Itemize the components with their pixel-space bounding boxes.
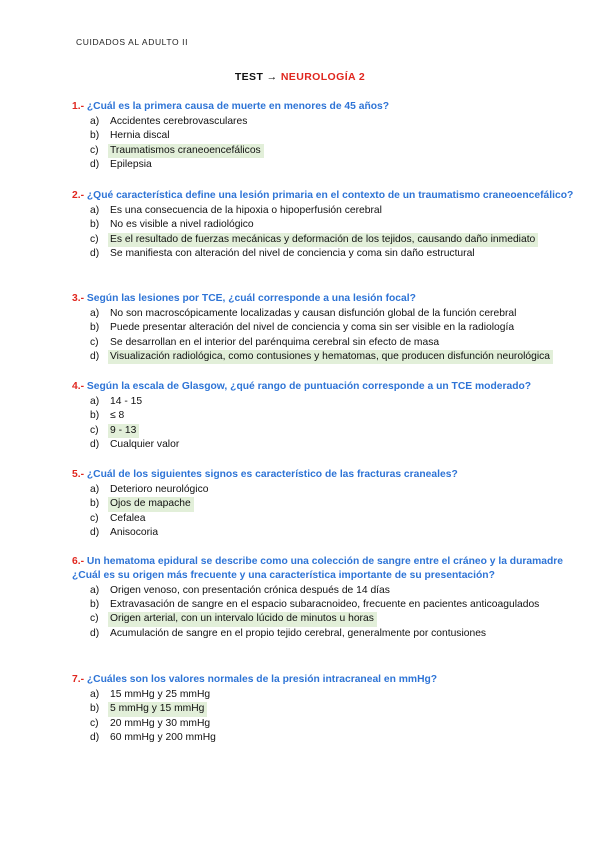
option-text: Deterioro neurológico [110, 484, 209, 496]
question-7 [72, 673, 592, 745]
option-text: No son macroscópicamente localizadas y causan disfunción global de la función cerebral [110, 308, 517, 320]
question-5 [72, 468, 592, 540]
option-text: 9 - 13 [108, 424, 139, 438]
option-letter: d) [90, 350, 100, 362]
question-statement: ¿Cuáles son los valores normales de la presión intracraneal en mmHg? [84, 674, 438, 685]
question-2 [72, 189, 592, 261]
question-statement: ¿Cuál es la primera causa de muerte en menores de 45 años? [84, 101, 390, 112]
question-text [72, 673, 592, 687]
option-letter: b) [90, 130, 100, 142]
option-letter: b) [90, 598, 100, 610]
question-text [72, 468, 592, 482]
title-topic: NEUROLOGÍA 2 [280, 71, 366, 83]
option [72, 512, 592, 526]
option [72, 526, 592, 540]
options-list [72, 483, 592, 540]
option-text: Hernia discal [110, 130, 170, 142]
option-correct [72, 233, 592, 247]
option-letter: a) [90, 584, 100, 596]
option [72, 129, 592, 143]
option-letter: b) [90, 219, 100, 231]
title-arrow: → [266, 71, 278, 83]
option-letter: b) [90, 322, 100, 334]
options-list [72, 204, 592, 261]
title-prefix: TEST [234, 71, 264, 83]
option [72, 483, 592, 497]
question-6 [72, 555, 592, 641]
option-text: Se desarrollan en el interior del parénquima cerebral sin efecto de masa [110, 336, 440, 348]
option-letter: c) [90, 336, 99, 348]
option-letter: a) [90, 396, 100, 408]
option-text: 14 - 15 [110, 396, 143, 408]
option [72, 218, 592, 232]
question-statement: Según las lesiones por TCE, ¿cuál corresponde a una lesión focal? [84, 293, 416, 304]
option-text: Origen venoso, con presentación crónica después de 14 días [110, 584, 390, 596]
option-letter: a) [90, 689, 100, 701]
question-number: 3.- [72, 293, 85, 304]
option-text: Ojos de mapache [108, 497, 194, 511]
question-3 [72, 292, 592, 364]
question-number: 2.- [72, 190, 85, 201]
options-list [72, 115, 592, 172]
option [72, 204, 592, 218]
question-number: 4.- [72, 381, 85, 392]
option-letter: b) [90, 410, 100, 422]
option [72, 247, 592, 261]
option-correct [72, 144, 592, 158]
options-list [72, 584, 592, 641]
question-number: 6.- [72, 556, 85, 567]
option-text: Cefalea [110, 512, 146, 524]
option-letter: b) [90, 703, 100, 715]
option-text: Origen arterial, con un intervalo lúcido de minutos u horas [108, 612, 377, 626]
option-letter: c) [90, 717, 99, 729]
option-text: Traumatismos craneoencefálicos [108, 144, 264, 158]
option [72, 717, 592, 731]
question-statement: ¿Qué característica define una lesión primaria en el contexto de un traumatismo craneoencefálico? [84, 190, 574, 201]
option [72, 409, 592, 423]
question-text [72, 555, 592, 582]
option-letter: c) [90, 424, 99, 436]
option [72, 115, 592, 129]
option-letter: d) [90, 526, 100, 538]
option-text: Puede presentar alteración del nivel de conciencia y coma sin ser visible en la radiología [110, 322, 515, 334]
option-text: Es una consecuencia de la hipoxia o hipoperfusión cerebral [110, 205, 382, 217]
course-header: CUIDADOS AL ADULTO II [76, 37, 189, 47]
option [72, 438, 592, 452]
option-text: 15 mmHg y 25 mmHg [110, 689, 211, 701]
option [72, 688, 592, 702]
option-correct [72, 702, 592, 716]
option-text: Acumulación de sangre en el propio tejido cerebral, generalmente por contusiones [110, 627, 487, 639]
option-text: Es el resultado de fuerzas mecánicas y deformación de los tejidos, causando daño inmediato [108, 233, 538, 247]
option-text: 20 mmHg y 30 mmHg [110, 717, 211, 729]
question-statement: Un hematoma epidural se describe como una colección de sangre entre el cráneo y la duramadre ¿Cuál es su origen más frecuente y una característica importante de su presentación? [72, 556, 564, 581]
option-text: ≤ 8 [110, 410, 125, 422]
option-letter: c) [90, 144, 99, 156]
option-text: Se manifiesta con alteración del nivel de conciencia y coma sin daño estructural [110, 247, 475, 259]
option-correct [72, 424, 592, 438]
question-1 [72, 100, 592, 172]
option-text: Extravasación de sangre en el espacio subaracnoideo, frecuente en pacientes anticoagulados [110, 598, 540, 610]
option [72, 731, 592, 745]
options-list [72, 688, 592, 745]
question-statement: ¿Cuál de los siguientes signos es característico de las fracturas craneales? [84, 469, 458, 480]
options-list [72, 395, 592, 452]
option-text: No es visible a nivel radiológico [110, 219, 254, 231]
question-number: 5.- [72, 469, 85, 480]
question-statement: Según la escala de Glasgow, ¿qué rango de puntuación corresponde a un TCE moderado? [84, 381, 532, 392]
question-number: 7.- [72, 674, 85, 685]
option [72, 307, 592, 321]
option-letter: d) [90, 627, 100, 639]
option [72, 395, 592, 409]
options-list [72, 307, 592, 364]
option-letter: d) [90, 158, 100, 170]
question-text [72, 292, 592, 306]
option-text: Cualquier valor [110, 438, 180, 450]
option-letter: d) [90, 731, 100, 743]
question-number: 1.- [72, 101, 85, 112]
page-title [0, 71, 600, 83]
question-text [72, 189, 592, 203]
option-text: Anisocoria [110, 526, 159, 538]
option-correct [72, 612, 592, 626]
option-text: 5 mmHg y 15 mmHg [108, 702, 207, 716]
option-correct [72, 497, 592, 511]
option-letter: a) [90, 308, 100, 320]
option-text: Accidentes cerebrovasculares [110, 116, 248, 128]
option-letter: c) [90, 613, 99, 625]
option-correct [72, 350, 592, 364]
option [72, 598, 592, 612]
option-letter: c) [90, 512, 99, 524]
question-4 [72, 380, 592, 452]
option [72, 584, 592, 598]
option [72, 336, 592, 350]
option-letter: d) [90, 438, 100, 450]
option [72, 627, 592, 641]
option-text: 60 mmHg y 200 mmHg [110, 731, 216, 743]
option [72, 158, 592, 172]
question-text [72, 380, 592, 394]
option-text: Visualización radiológica, como contusiones y hematomas, que producen disfunción neurológica [108, 350, 553, 364]
option-letter: d) [90, 247, 100, 259]
option-letter: a) [90, 116, 100, 128]
option-text: Epilepsia [110, 158, 152, 170]
option-letter: a) [90, 205, 100, 217]
option-letter: c) [90, 233, 99, 245]
option-letter: b) [90, 498, 100, 510]
option-letter: a) [90, 484, 100, 496]
option [72, 321, 592, 335]
question-text [72, 100, 592, 114]
